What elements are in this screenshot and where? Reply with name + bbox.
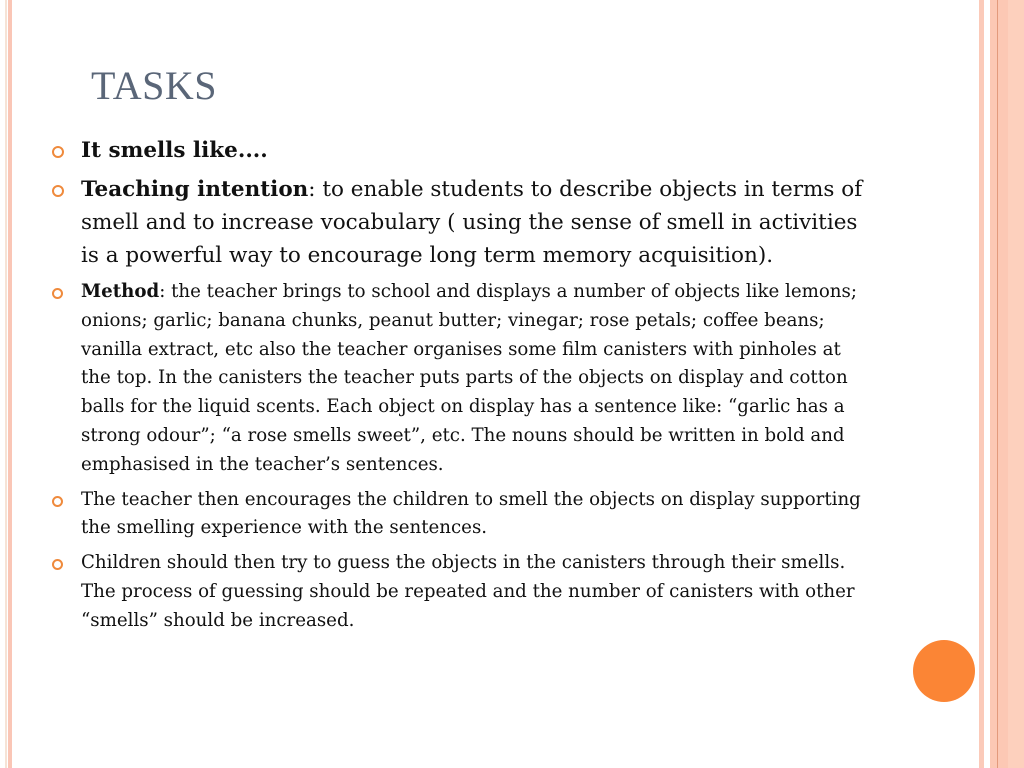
ring-bullet-icon xyxy=(52,288,63,299)
item-heading: Teaching intention xyxy=(81,177,309,202)
item-text: Children should then try to guess the objects in the canisters through their smells. The process of guessing should be repeated and the number of canisters with other “smells” should be increased. xyxy=(81,552,855,631)
ring-bullet-icon xyxy=(52,185,64,197)
right-border-band xyxy=(1008,0,1024,768)
list-item xyxy=(52,549,872,635)
list-item xyxy=(52,486,872,544)
ring-bullet-icon xyxy=(52,496,63,507)
list-item xyxy=(52,173,872,272)
list-item xyxy=(52,278,872,480)
item-text: : the teacher brings to school and displays a number of objects like lemons; onions; garlic; banana chunks, peanut butter; vinegar; rose petals; coffee beans; vanilla extract, etc also the teacher organises some film canisters with pinholes at the top. In the canisters the teacher puts parts of the objects on display and cotton balls for the liquid scents. Each object on display has a sentence like: “garlic has a strong odour”; “a rose smells sweet”, etc. The nouns should be written in bold and emphasised in the teacher’s sentences. xyxy=(81,281,857,475)
decorative-orange-circle xyxy=(913,640,975,702)
ring-bullet-icon xyxy=(52,559,63,570)
item-heading: Method xyxy=(81,281,160,302)
item-heading: It smells like.... xyxy=(81,138,268,163)
item-text: : to enable students to describe objects in terms of smell and to increase vocabulary ( using the sense of smell in activities is a powerful way to encourage long term memory acquisition). xyxy=(81,177,863,268)
right-border-line xyxy=(997,0,998,768)
list-item xyxy=(52,134,872,167)
item-text: The teacher then encourages the children to smell the objects on display supporting the smelling experience with the sentences. xyxy=(81,488,861,539)
right-border-stripe xyxy=(979,0,984,768)
ring-bullet-icon xyxy=(52,146,64,158)
left-border-stripe xyxy=(8,0,12,768)
slide-title: TASKS xyxy=(91,63,217,108)
bullet-list xyxy=(52,134,872,642)
left-border-stripe xyxy=(5,0,7,768)
